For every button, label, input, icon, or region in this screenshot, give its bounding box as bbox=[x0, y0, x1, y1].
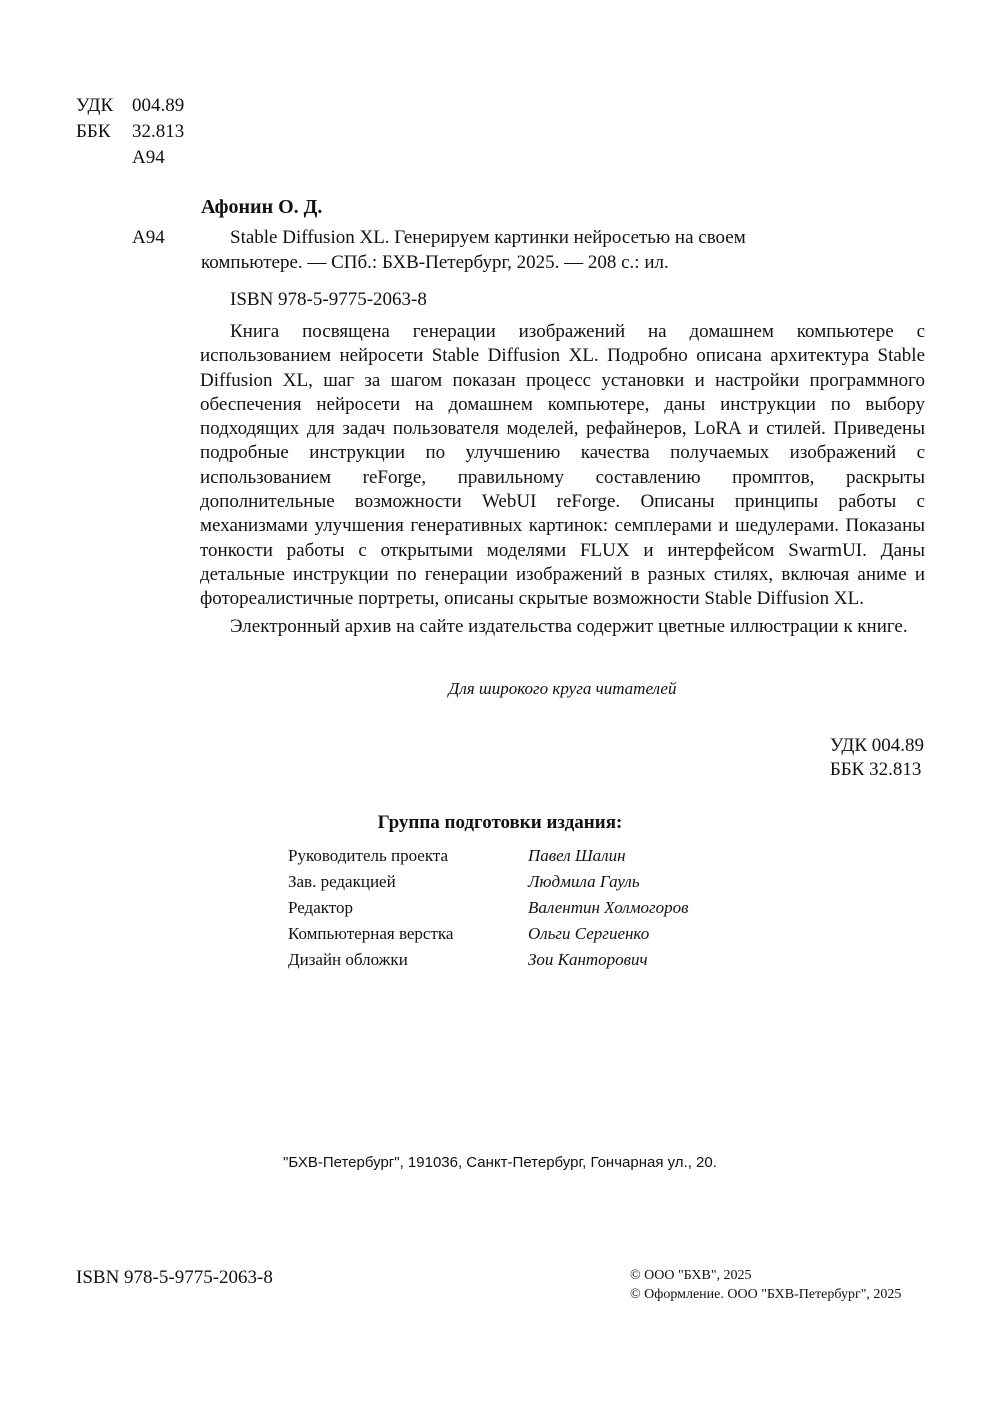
audience-note: Для широкого круга читателей bbox=[448, 679, 677, 698]
team-list bbox=[288, 843, 689, 973]
team-member bbox=[288, 921, 689, 947]
annotation-paragraph-archive: Электронный архив на сайте издательства содержит цветные иллюстрации к книге. bbox=[230, 615, 908, 637]
record-author-mark: А94 bbox=[132, 227, 165, 248]
copyright-block bbox=[630, 1266, 901, 1304]
team-title: Группа подготовки издания: bbox=[377, 812, 623, 833]
book-title-line1: Stable Diffusion XL. Генерируем картинки нейросетью на своем bbox=[230, 227, 746, 248]
team-role: Руководитель проекта bbox=[288, 846, 449, 865]
team-member bbox=[288, 843, 689, 869]
bbk-row bbox=[76, 119, 184, 145]
author-name: Афонин О. Д. bbox=[201, 196, 323, 218]
team-role: Редактор bbox=[288, 898, 353, 917]
team-role: Компьютерная верстка bbox=[288, 924, 454, 943]
author-mark-row bbox=[76, 145, 184, 171]
team-person: Павел Шалин bbox=[528, 846, 626, 865]
publisher-address: "БХВ-Петербург", 191036, Санкт-Петербург, Гончарная ул., 20. bbox=[283, 1154, 717, 1171]
team-role: Дизайн обложки bbox=[288, 950, 408, 969]
team-person: Валентин Холмогоров bbox=[528, 898, 689, 917]
team-person: Ольги Сергиенко bbox=[528, 924, 650, 943]
annotation bbox=[200, 320, 925, 639]
team-member bbox=[288, 947, 689, 973]
team-member bbox=[288, 869, 689, 895]
classification-block bbox=[76, 93, 184, 171]
udk-row bbox=[76, 93, 184, 119]
record-isbn: ISBN 978-5-9775-2063-8 bbox=[230, 289, 427, 310]
author-mark: А94 bbox=[132, 147, 165, 168]
footer-isbn: ISBN 978-5-9775-2063-8 bbox=[76, 1267, 273, 1288]
team-person: Людмила Гауль bbox=[528, 872, 640, 891]
udk-right: УДК 004.89 bbox=[829, 735, 924, 756]
udk-value: 004.89 bbox=[132, 95, 185, 116]
udk-label: УДК bbox=[76, 95, 114, 116]
bbk-right: ББК 32.813 bbox=[829, 759, 922, 780]
book-title-line2: компьютере. — СПб.: БХВ-Петербург, 2025. — 208 с.: ил. bbox=[201, 252, 669, 273]
team-role: Зав. редакцией bbox=[288, 872, 396, 891]
classification-right bbox=[830, 734, 924, 782]
annotation-paragraph: Книга посвящена генерации изображений на домашнем компьютере с использованием нейросети Stable Diffusion XL. Подробно описана архитектура Stable Diffusion XL, шаг за шагом показан процесс установки и настройки программного обеспечения нейросети на домашнем компьютере, даны инструкции по выбору подходящих для задач пользователя моделей, рефайнеров, LoRA и стилей. Приведены подробные инструкции по улучшению качества получаемых изображений с использованием reForge, правильному составлению промптов, раскрыты дополнительные возможности WebUI reForge. Описаны принципы работы с механизмами улучшения генеративных картинок: семплерами и шедулерами. Показаны тонкости работы с открытыми моделями FLUX и интерфейсом SwarmUI. Даны детальные инструкции по генерации изображений в разных стилях, включая аниме и фотореалистичные портреты, описаны скрытые возможности Stable Diffusion XL. bbox=[200, 321, 925, 610]
team-member bbox=[288, 895, 689, 921]
team-person: Зои Канторович bbox=[528, 950, 648, 969]
copyright-design: © Оформление. ООО "БХВ-Петербург", 2025 bbox=[630, 1287, 902, 1302]
copyright-publisher: © ООО "БХВ", 2025 bbox=[630, 1268, 752, 1283]
bbk-value: 32.813 bbox=[132, 121, 185, 142]
bbk-label: ББК bbox=[76, 121, 111, 142]
